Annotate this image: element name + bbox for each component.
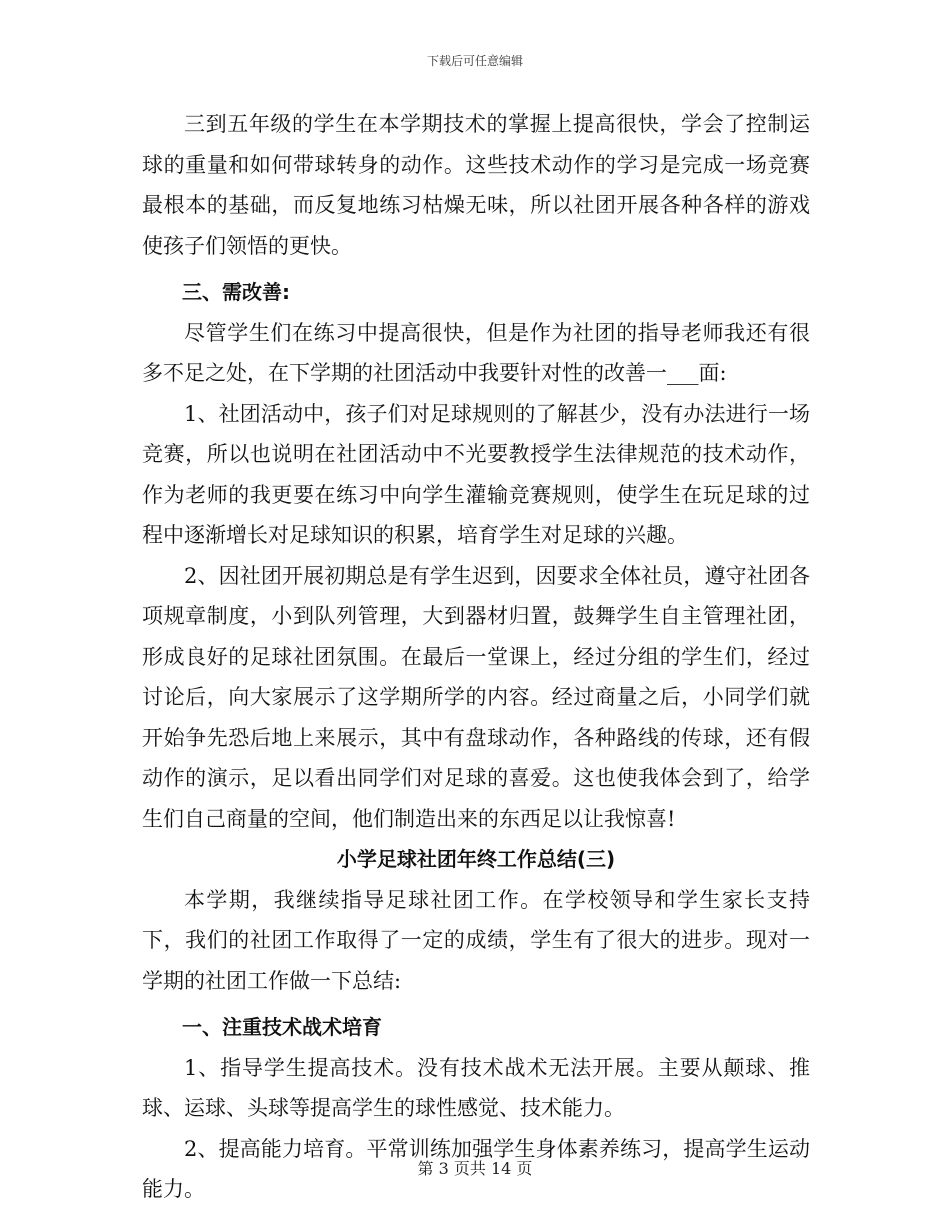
section-heading: 三、需改善:	[182, 280, 290, 304]
paragraph: 尽管学生们在练习中提高很快，但是作为社团的指导老师我还有很多不足之处，在下学期的社团活动中我要针对性的改善一___面:	[142, 320, 810, 385]
document-title: 小学足球社团年终工作总结(三)	[336, 847, 616, 871]
page-footer: 第 3 页共 14 页	[417, 1159, 533, 1178]
paragraph: 2、因社团开展初期总是有学生迟到，因要求全体社员，遵守社团各项规章制度，小到队列管理，大到器材归置，鼓舞学生自主管理社团，形成良好的足球社团氛围。在最后一堂课上，经过分组的学生们，经过讨论后，向大家展示了这学期所学的内容。经过商量之后，小同学们就开始争先恐后地上来展示，其中有盘球动作，各种路线的传球，还有假动作的演示，足以看出同学们对足球的喜爱。这也使我体会到了，给学生们自己商量的空间，他们制造出来的东西足以让我惊喜!	[142, 563, 810, 831]
paragraph: 1、指导学生提高技术。没有技术战术无法开展。主要从颠球、推球、运球、头球等提高学生的球性感觉、技术能力。	[142, 1055, 810, 1120]
paragraph: 1、社团活动中，孩子们对足球规则的了解甚少，没有办法进行一场竞赛，所以也说明在社团活动中不光要教授学生法律规范的技术动作，作为老师的我更要在练习中向学生灌输竞赛规则，使学生在玩足球的过程中逐渐增长对足球知识的积累，培育学生对足球的兴趣。	[142, 401, 810, 547]
paragraph: 2、提高能力培育。平常训练加强学生身体素养练习，提高学生运动能力。	[142, 1136, 810, 1201]
header-note: 下载后可任意编辑	[426, 54, 523, 68]
section-heading: 一、注重技术战术培育	[182, 1015, 382, 1039]
paragraph: 本学期，我继续指导足球社团工作。在学校领导和学生家长支持下，我们的社团工作取得了一定的成绩，学生有了很大的进步。现对一学期的社团工作做一下总结:	[142, 887, 810, 993]
document-body	[142, 104, 810, 1210]
paragraph: 三到五年级的学生在本学期技术的掌握上提高很快，学会了控制运球的重量和如何带球转身的动作。这些技术动作的学习是完成一场竞赛最根本的基础，而反复地练习枯燥无味，所以社团开展各种各样的游戏使孩子们领悟的更快。	[142, 112, 810, 258]
